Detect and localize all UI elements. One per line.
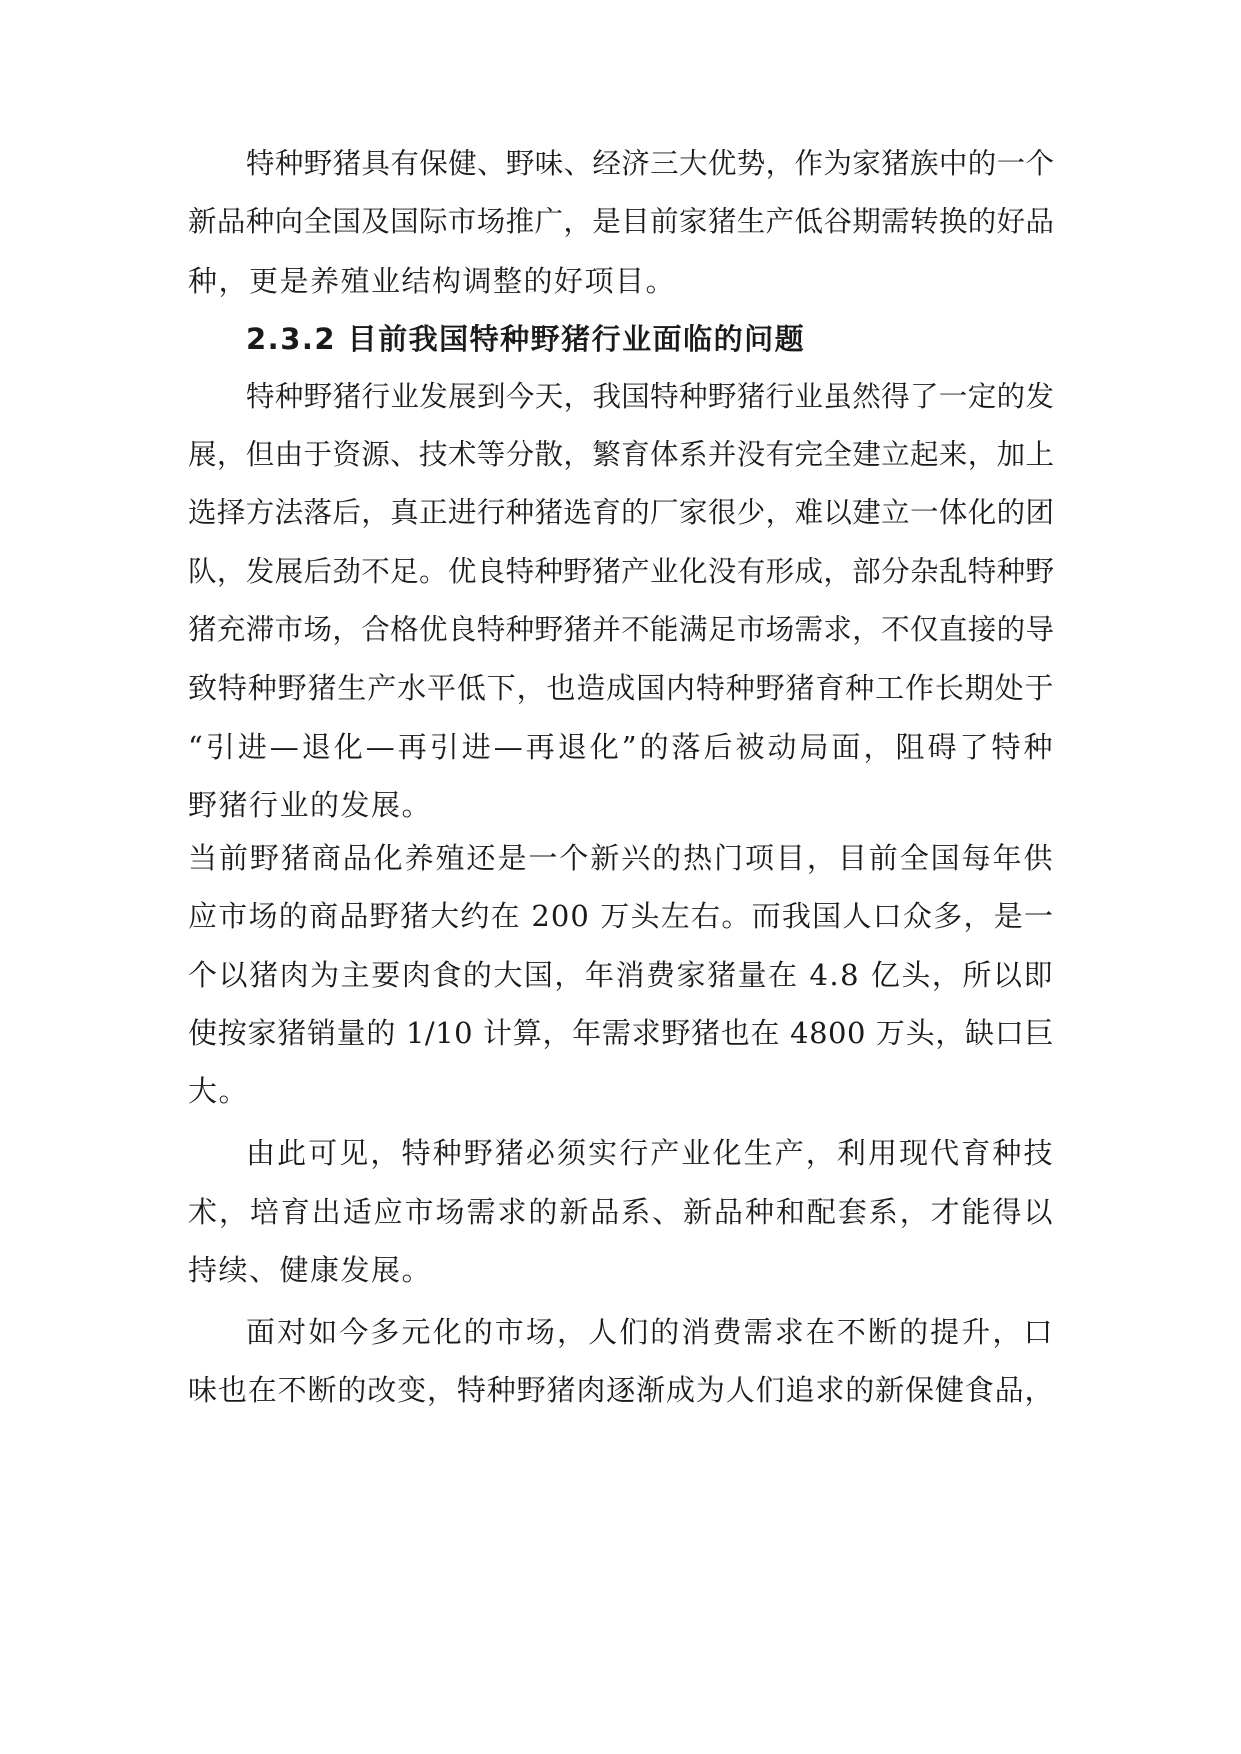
paragraph-1-line-1: 特种野猪具有保健、野味、经济三大优势，作为家猪族中的一个: [246, 147, 1054, 180]
paragraph-3-line-4: 使按家猪销量的 1/10 计算，年需求野猪也在 4800 万头，缺口巨: [188, 1016, 1054, 1050]
paragraph-2-line-4: 队，发展后劲不足。优良特种野猪产业化没有形成，部分杂乱特种野: [188, 555, 1054, 588]
paragraph-2-line-3: 选择方法落后，真正进行种猪选育的厂家很少，难以建立一体化的团: [188, 496, 1054, 529]
paragraph-5-line-1: 面对如今多元化的市场，人们的消费需求在不断的提升，口: [246, 1315, 1054, 1349]
paragraph-2-line-7: “引进—退化—再引进—再退化”的落后被动局面，阻碍了特种: [188, 730, 1054, 764]
paragraph-2-line-5: 猪充滞市场，合格优良特种野猪并不能满足市场需求，不仅直接的导: [188, 613, 1054, 646]
paragraph-4-line-1: 由此可见，特种野猪必须实行产业化生产，利用现代育种技: [246, 1136, 1054, 1170]
paragraph-2-line-8: 野猪行业的发展。: [188, 788, 433, 822]
paragraph-1-line-3: 种，更是养殖业结构调整的好项目。: [188, 264, 677, 298]
paragraph-5-line-2: 味也在不断的改变，特种野猪肉逐渐成为人们追求的新保健食品，: [188, 1373, 1054, 1407]
paragraph-3-line-5: 大。: [188, 1074, 250, 1108]
paragraph-3-line-2: 应市场的商品野猪大约在 200 万头左右。而我国人口众多，是一: [188, 899, 1054, 933]
paragraph-2-line-6: 致特种野猪生产水平低下，也造成国内特种野猪育种工作长期处于: [188, 671, 1054, 705]
paragraph-3-line-3: 个以猪肉为主要肉食的大国，年消费家猪量在 4.8 亿头，所以即: [188, 958, 1054, 992]
paragraph-2-line-1: 特种野猪行业发展到今天，我国特种野猪行业虽然得了一定的发: [246, 380, 1054, 413]
paragraph-1-line-2: 新品种向全国及国际市场推广，是目前家猪生产低谷期需转换的好品: [188, 205, 1054, 238]
paragraph-2-line-2: 展，但由于资源、技术等分散，繁育体系并没有完全建立起来，加上: [188, 438, 1054, 471]
paragraph-3-line-1: 当前野猪商品化养殖还是一个新兴的热门项目，目前全国每年供: [188, 841, 1054, 875]
section-heading: 2.3.2 目前我国特种野猪行业面临的问题: [246, 322, 806, 356]
paragraph-4-line-2: 术，培育出适应市场需求的新品系、新品种和配套系，才能得以: [188, 1195, 1054, 1229]
paragraph-4-line-3: 持续、健康发展。: [188, 1253, 433, 1287]
